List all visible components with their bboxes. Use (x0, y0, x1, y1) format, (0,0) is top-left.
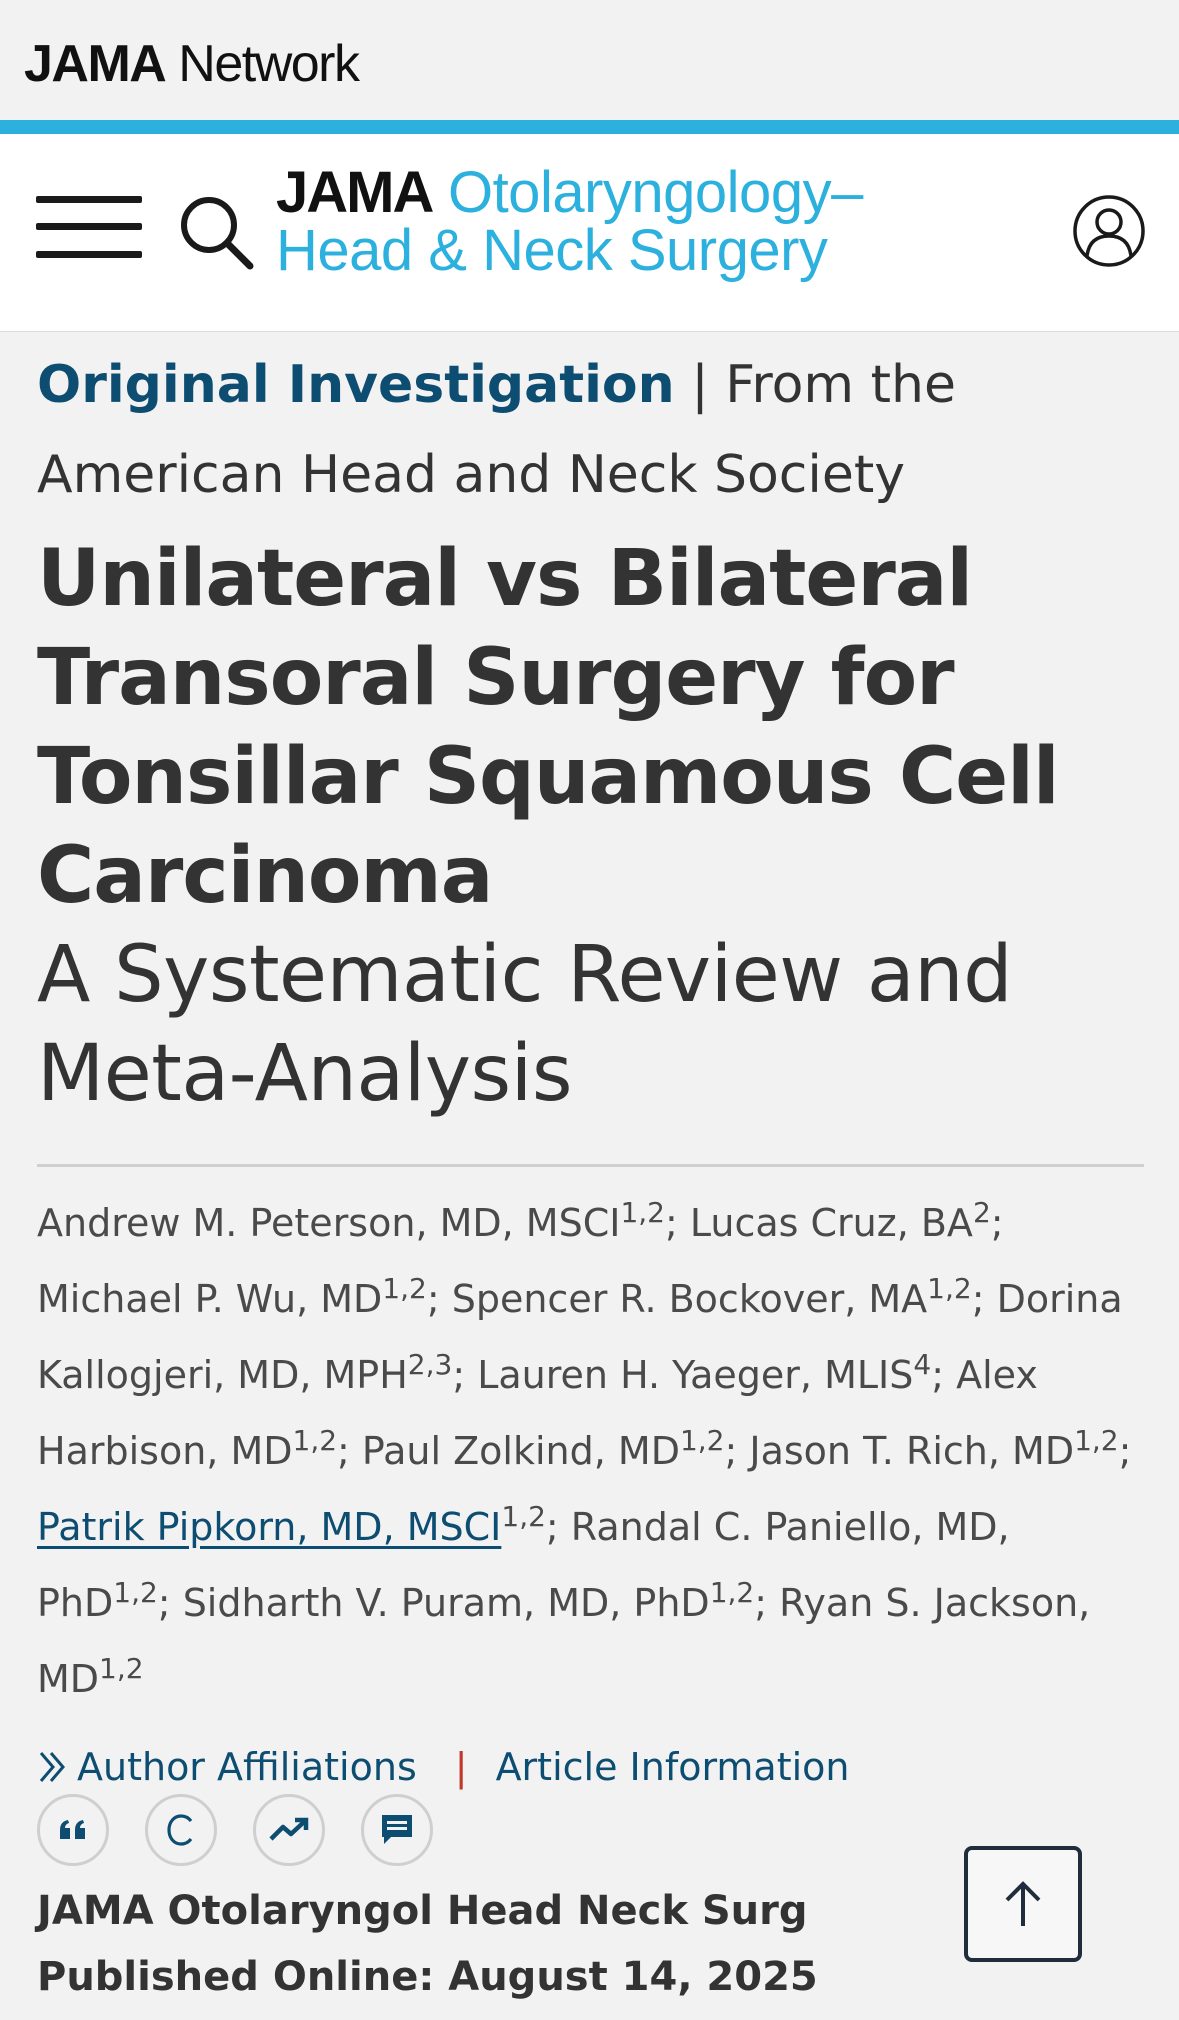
author-name: Andrew M. Peterson, MD, MSCI (37, 1201, 621, 1245)
author-affiliations-link[interactable]: Author Affiliations (77, 1745, 417, 1789)
author-affiliation-number: 1,2 (501, 1500, 546, 1533)
article-links (37, 1739, 1147, 1795)
author-separator: ; (724, 1429, 750, 1473)
author-affiliation-number: 1,2 (99, 1652, 144, 1685)
arrow-up-icon (1001, 1878, 1045, 1930)
author-entry (182, 1576, 755, 1625)
author-affiliation-number: 2 (972, 1196, 991, 1229)
author-entry (37, 1196, 665, 1245)
author-entry (37, 1272, 427, 1321)
author-affiliation-number: 2,3 (407, 1348, 453, 1381)
accent-rule (0, 120, 1179, 134)
author-affiliation-number: 1,2 (709, 1576, 755, 1609)
author-name: Spencer R. Bockover, MA (451, 1277, 928, 1321)
author-affiliation-number: 1,2 (1074, 1424, 1119, 1457)
citation-block (37, 1878, 818, 2010)
author-name: Paul Zolkind, MD (361, 1429, 680, 1473)
article-type[interactable]: Original Investigation (37, 355, 675, 415)
author-separator: ; (931, 1353, 957, 1397)
article-section: | From the American Head and Neck Society (37, 355, 956, 505)
article-title: Unilateral vs Bilateral Transoral Surgery for Tonsillar Squamous Cell Carcinoma (37, 534, 1059, 921)
link-separator: | (454, 1745, 468, 1789)
author-name: Lucas Cruz, BA (689, 1201, 973, 1245)
author-name: Lauren H. Yaeger, MLIS (477, 1353, 914, 1397)
author-name: Alex Harbison, MD (37, 1353, 1038, 1473)
article-information-link[interactable]: Article Information (495, 1745, 850, 1789)
article-header (37, 340, 1147, 1795)
author-name: Dorina Kallogjeri, MD, MPH (37, 1277, 1123, 1397)
author-separator: ; (754, 1581, 780, 1625)
user-account-icon[interactable] (1072, 194, 1146, 268)
author-entry (361, 1424, 725, 1473)
jama-network-logo[interactable]: JAMA Network (24, 35, 359, 93)
comment-icon[interactable] (361, 1794, 433, 1866)
author-entry (749, 1424, 1119, 1473)
double-chevron-right-icon (37, 1745, 71, 1789)
author-affiliation-number: 1,2 (679, 1424, 725, 1457)
author-separator: ; (990, 1201, 1004, 1245)
author-entry[interactable] (37, 1500, 546, 1549)
author-name: Sidharth V. Puram, MD, PhD (182, 1581, 710, 1625)
search-icon[interactable] (176, 192, 256, 272)
article-tools (37, 1794, 469, 1866)
author-affiliation-number: 1,2 (292, 1424, 338, 1457)
author-affiliation-number: 1,2 (620, 1196, 665, 1229)
trending-up-icon[interactable] (253, 1794, 325, 1866)
author-name: Ryan S. Jackson, MD (37, 1581, 1091, 1701)
author-entry (477, 1348, 932, 1397)
quote-icon[interactable] (37, 1794, 109, 1866)
publication-date: Published Online: August 14, 2025 (37, 1954, 818, 2000)
author-separator: ; (664, 1201, 690, 1245)
article-subtitle: A Systematic Review and Meta-Analysis (37, 930, 1013, 1119)
author-affiliation-number: 1,2 (927, 1272, 972, 1305)
author-name[interactable]: Patrik Pipkorn, MD, MSCI (37, 1505, 502, 1549)
hamburger-menu-icon[interactable] (36, 196, 142, 258)
article-kicker (37, 340, 1147, 520)
author-name: Randal C. Paniello, MD, PhD (37, 1505, 1010, 1625)
author-name: Jason T. Rich, MD (749, 1429, 1075, 1473)
author-list (37, 1185, 1147, 1717)
author-entry (689, 1196, 991, 1245)
journal-logo[interactable]: JAMA Otolaryngology– Head & Neck Surgery (276, 160, 863, 283)
author-separator: ; (971, 1277, 997, 1321)
author-separator: ; (157, 1581, 183, 1625)
author-separator: ; (452, 1353, 478, 1397)
author-name: Michael P. Wu, MD (37, 1277, 383, 1321)
author-affiliation-number: 1,2 (382, 1272, 427, 1305)
author-separator: ; (337, 1429, 362, 1473)
network-bar (0, 0, 1179, 120)
author-separator: ; (545, 1505, 571, 1549)
author-affiliation-number: 4 (913, 1348, 932, 1381)
divider (37, 1164, 1144, 1167)
author-separator: ; (426, 1277, 452, 1321)
copyright-icon[interactable] (145, 1794, 217, 1866)
author-entry (451, 1272, 972, 1321)
journal-abbreviation: JAMA Otolaryngol Head Neck Surg (37, 1888, 808, 1934)
journal-header (0, 134, 1179, 332)
author-separator: ; (1118, 1429, 1132, 1473)
author-affiliation-number: 1,2 (113, 1576, 158, 1609)
back-to-top-button[interactable] (964, 1846, 1082, 1962)
